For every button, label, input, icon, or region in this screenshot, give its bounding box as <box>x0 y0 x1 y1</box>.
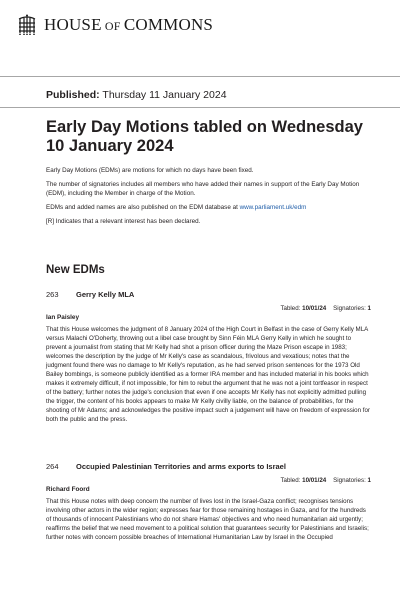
published-divider <box>0 107 400 108</box>
site-header <box>16 14 213 36</box>
header-divider <box>0 76 400 77</box>
published-line <box>46 89 227 101</box>
page-title: Early Day Motions tabled on Wednesday 10 January 2024 <box>46 118 363 155</box>
intro-para-3 <box>46 203 371 212</box>
motion-number: 263 <box>46 290 59 299</box>
motion-meta <box>46 477 371 484</box>
edm-database-link[interactable]: www.parliament.uk/edm <box>239 204 307 211</box>
tabled-date: 10/01/24 <box>302 305 327 312</box>
intro-para-4: [R] Indicates that a relevant interest has been declared. <box>46 218 201 225</box>
signatories-count: 1 <box>367 477 371 484</box>
brand-commons: COMMONS <box>123 15 214 34</box>
tabled-label: Tabled: <box>280 477 301 484</box>
motion-heading <box>46 290 371 299</box>
motion-sponsor: Ian Paisley <box>46 314 80 321</box>
tabled-date: 10/01/24 <box>302 477 327 484</box>
published-date: Thursday 11 January 2024 <box>102 89 227 101</box>
motion-item <box>46 290 371 424</box>
intro-text <box>46 166 371 231</box>
motion-item <box>46 462 371 542</box>
section-title: New EDMs <box>46 264 105 276</box>
intro-para-3-text: EDMs and added names are also published on the EDM database at <box>46 204 240 211</box>
motion-title: Occupied Palestinian Territories and arms exports to Israel <box>76 462 286 471</box>
tabled-label: Tabled: <box>280 305 301 312</box>
motion-text: That this House welcomes the judgment of 8 January 2024 of the High Court in Belfast in the case of Gerry Kelly MLA versus Malachi O'Doherty, throwing out a libel case brought by Sinn Féin MLA Gerry Kelly in which he sought to prevent a journalist from stating that Mr Kelly had shot a prison officer during the Maze Prison escape in 1983; welcomes the description by the judge of Mr Kelly's case as scandalous, frivolous and vexatious; notes that the judgment found there was no damage to Mr Kelly's reputation, as he had served prison sentences for the 1973 Old Bailey bombings, is someone publicly identified as a former IRA member and has included material in his books which makes it extremely difficult, if not impossible, for him to rebut the argument that he was not a joint tortfeasor in respect of the battery; further notes the judge's conclusion that even if one accepts Mr Kelly has not explicitly admitted pulling the trigger, the content of his books appears to make Mr Kelly civilly liable, on the balance of probabilities, for the shooting of Mr Adams; and acknowledges the positive impact such a judgement will have on freedom of expression for both the public and the press. <box>46 326 370 423</box>
brand-of: OF <box>104 19 121 33</box>
motion-meta <box>46 305 371 312</box>
motion-sponsor: Richard Foord <box>46 486 90 493</box>
signatories-label: Signatories: <box>333 305 366 312</box>
motion-number: 264 <box>46 462 59 471</box>
signatories-count: 1 <box>367 305 371 312</box>
published-label: Published: <box>46 89 100 101</box>
portcullis-icon <box>16 14 38 36</box>
brand-wordmark <box>44 15 213 35</box>
motion-text: That this House notes with deep concern the number of lives lost in the Israel-Gaza conflict; recognises tensions involving other actors in the wider region; expresses fear for those remaining hostages in Gaza, and for the hundreds of thousands of innocent Palestinians who do not share Hamas' objectives and who need humanitarian aid urgently; reaffirms the belief that we need movement to a political solution that guarantees security for Palestinians and Israelis; further notes with concern possible breaches of International Humanitarian Law by Israel in the Occupied <box>46 498 369 541</box>
intro-para-2: The number of signatories includes all members who have added their names in support of the Early Day Motion (EDM), including the Member in charge of the Motion. <box>46 181 360 197</box>
signatories-label: Signatories: <box>333 477 366 484</box>
motion-title: Gerry Kelly MLA <box>76 290 135 299</box>
brand-house: HOUSE <box>44 15 102 34</box>
intro-para-1: Early Day Motions (EDMs) are motions for which no days have been fixed. <box>46 167 254 174</box>
motion-heading <box>46 462 371 471</box>
